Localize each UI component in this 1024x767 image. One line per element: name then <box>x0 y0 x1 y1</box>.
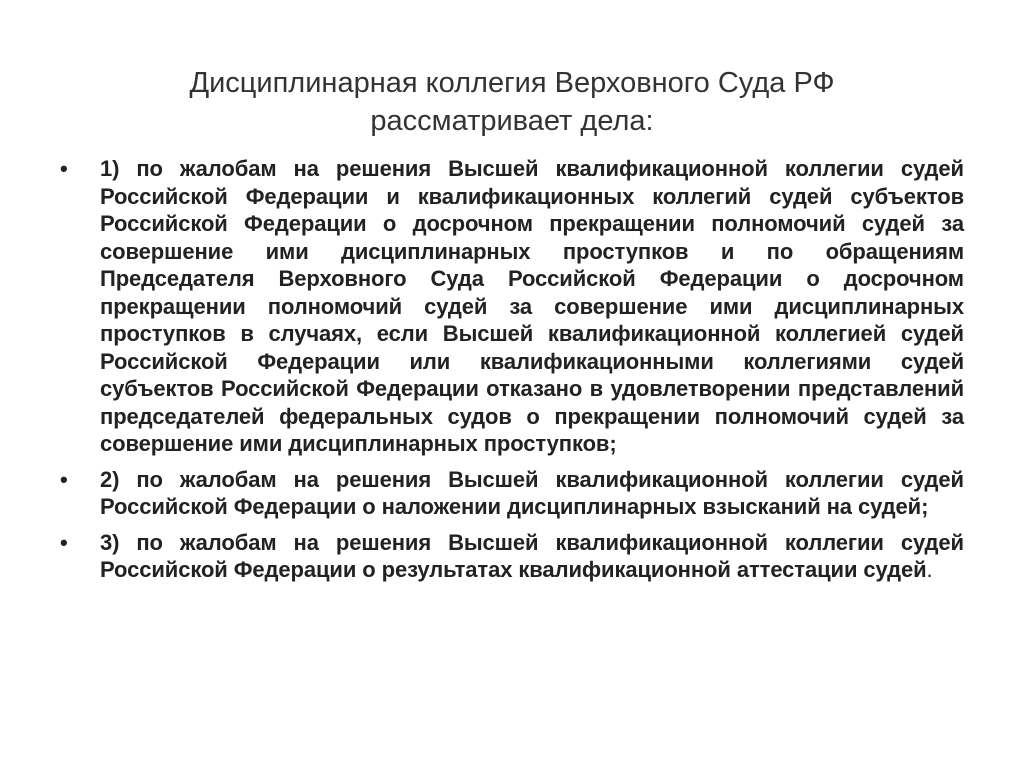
list-item-text: 2) по жалобам на решения Высшей квалификационной коллегии судей Российской Федерации о наложении дисциплинарных взысканий на судей; <box>100 466 964 519</box>
list-item-text: 3) по жалобам на решения Высшей квалификационной коллегии судей Российской Федерации о результатах квалификационной аттестации судей <box>100 529 964 582</box>
list-item-1 <box>60 155 964 458</box>
bullet-icon: • <box>60 156 68 181</box>
list-item-2 <box>60 466 964 521</box>
slide-title-line-2: рассматривает дела: <box>370 105 654 137</box>
list-item-text: 1) по жалобам на решения Высшей квалификационной коллегии судей Российской Федерации и квалификационных коллегий судей субъектов Российской Федерации о досрочном прекращении полномочий судей за совершение ими дисциплинарных проступков и по обращениям Председателя Верховного Суда Российской Федерации о досрочном прекращении полномочий судей за совершение ими дисциплинарных проступков в случаях, если Высшей квалификационной коллегией судей Российской Федерации или квалификационными коллегиями судей субъектов Российской Федерации отказано в удовлетворении представлений председателей федеральных судов о прекращении полномочий судей за совершение ими дисциплинарных проступков; <box>100 156 964 456</box>
list-item-end-punctuation: . <box>926 557 933 582</box>
bullet-icon: • <box>60 529 68 555</box>
bullet-icon: • <box>60 466 68 492</box>
slide-title <box>80 64 944 140</box>
list-item-text-wrapper <box>100 529 964 584</box>
bullet-list <box>60 155 964 592</box>
list-item-3 <box>60 529 964 584</box>
slide-title-line-1: Дисциплинарная коллегия Верховного Суда РФ <box>189 67 835 99</box>
